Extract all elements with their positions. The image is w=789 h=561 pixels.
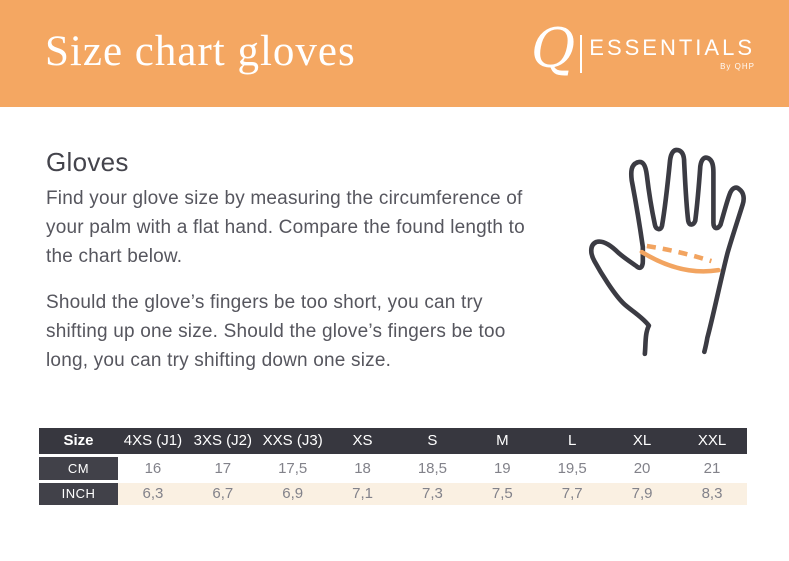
header-cell-xxs: XXS (J3) (258, 428, 328, 455)
header-cell-size: Size (39, 428, 118, 455)
logo-divider (580, 35, 582, 73)
inch-value: 7,3 (398, 481, 468, 505)
instructions-paragraph-2: Should the glove’s fingers be too short, you can try shifting up one size. Should the glove’s fingers be too long, you can try shifting down one size. (46, 292, 506, 371)
brand-logo (531, 16, 755, 86)
cm-value: 17 (188, 455, 258, 481)
inch-value: 6,3 (118, 481, 188, 505)
header-cell-xs: XS (328, 428, 398, 455)
cm-value: 19 (467, 455, 537, 481)
header-cell-3xs: 3XS (J2) (188, 428, 258, 455)
cm-value: 20 (607, 455, 677, 481)
section-heading: Gloves (46, 147, 129, 177)
header-cell-xl: XL (607, 428, 677, 455)
hand-measure-illustration (558, 128, 770, 370)
header-cell-xxl: XXL (677, 428, 747, 455)
header-cell-s: S (398, 428, 468, 455)
logo-q-glyph: Q (531, 16, 576, 80)
header-banner (0, 0, 789, 107)
inch-value: 6,7 (188, 481, 258, 505)
inch-value: 6,9 (258, 481, 328, 505)
hand-illustration-svg (558, 128, 770, 370)
cm-value: 17,5 (258, 455, 328, 481)
header-cell-4xs: 4XS (J1) (118, 428, 188, 455)
table-row-cm (39, 455, 747, 481)
inch-value: 7,1 (328, 481, 398, 505)
cm-value: 18,5 (398, 455, 468, 481)
page-title: Size chart gloves (45, 28, 356, 75)
row-label-cm: CM (39, 455, 118, 481)
inch-value: 7,7 (537, 481, 607, 505)
inch-value: 7,9 (607, 481, 677, 505)
cm-value: 16 (118, 455, 188, 481)
logo-text-block (589, 36, 755, 70)
cm-value: 21 (677, 455, 747, 481)
inch-value: 8,3 (677, 481, 747, 505)
header-cell-l: L (537, 428, 607, 455)
table-row-inch (39, 481, 747, 505)
header-cell-m: M (467, 428, 537, 455)
cm-value: 19,5 (537, 455, 607, 481)
inch-value: 7,5 (467, 481, 537, 505)
row-label-inch: INCH (39, 481, 118, 505)
cm-value: 18 (328, 455, 398, 481)
size-table (39, 428, 747, 505)
logo-brand-name: ESSENTIALS (589, 35, 755, 61)
instructions-paragraph-1: Find your glove size by measuring the circumference of your palm with a flat hand. Compare the found length to the chart below. (46, 188, 525, 267)
table-header-row (39, 428, 747, 455)
logo-byline: By QHP (720, 61, 755, 71)
